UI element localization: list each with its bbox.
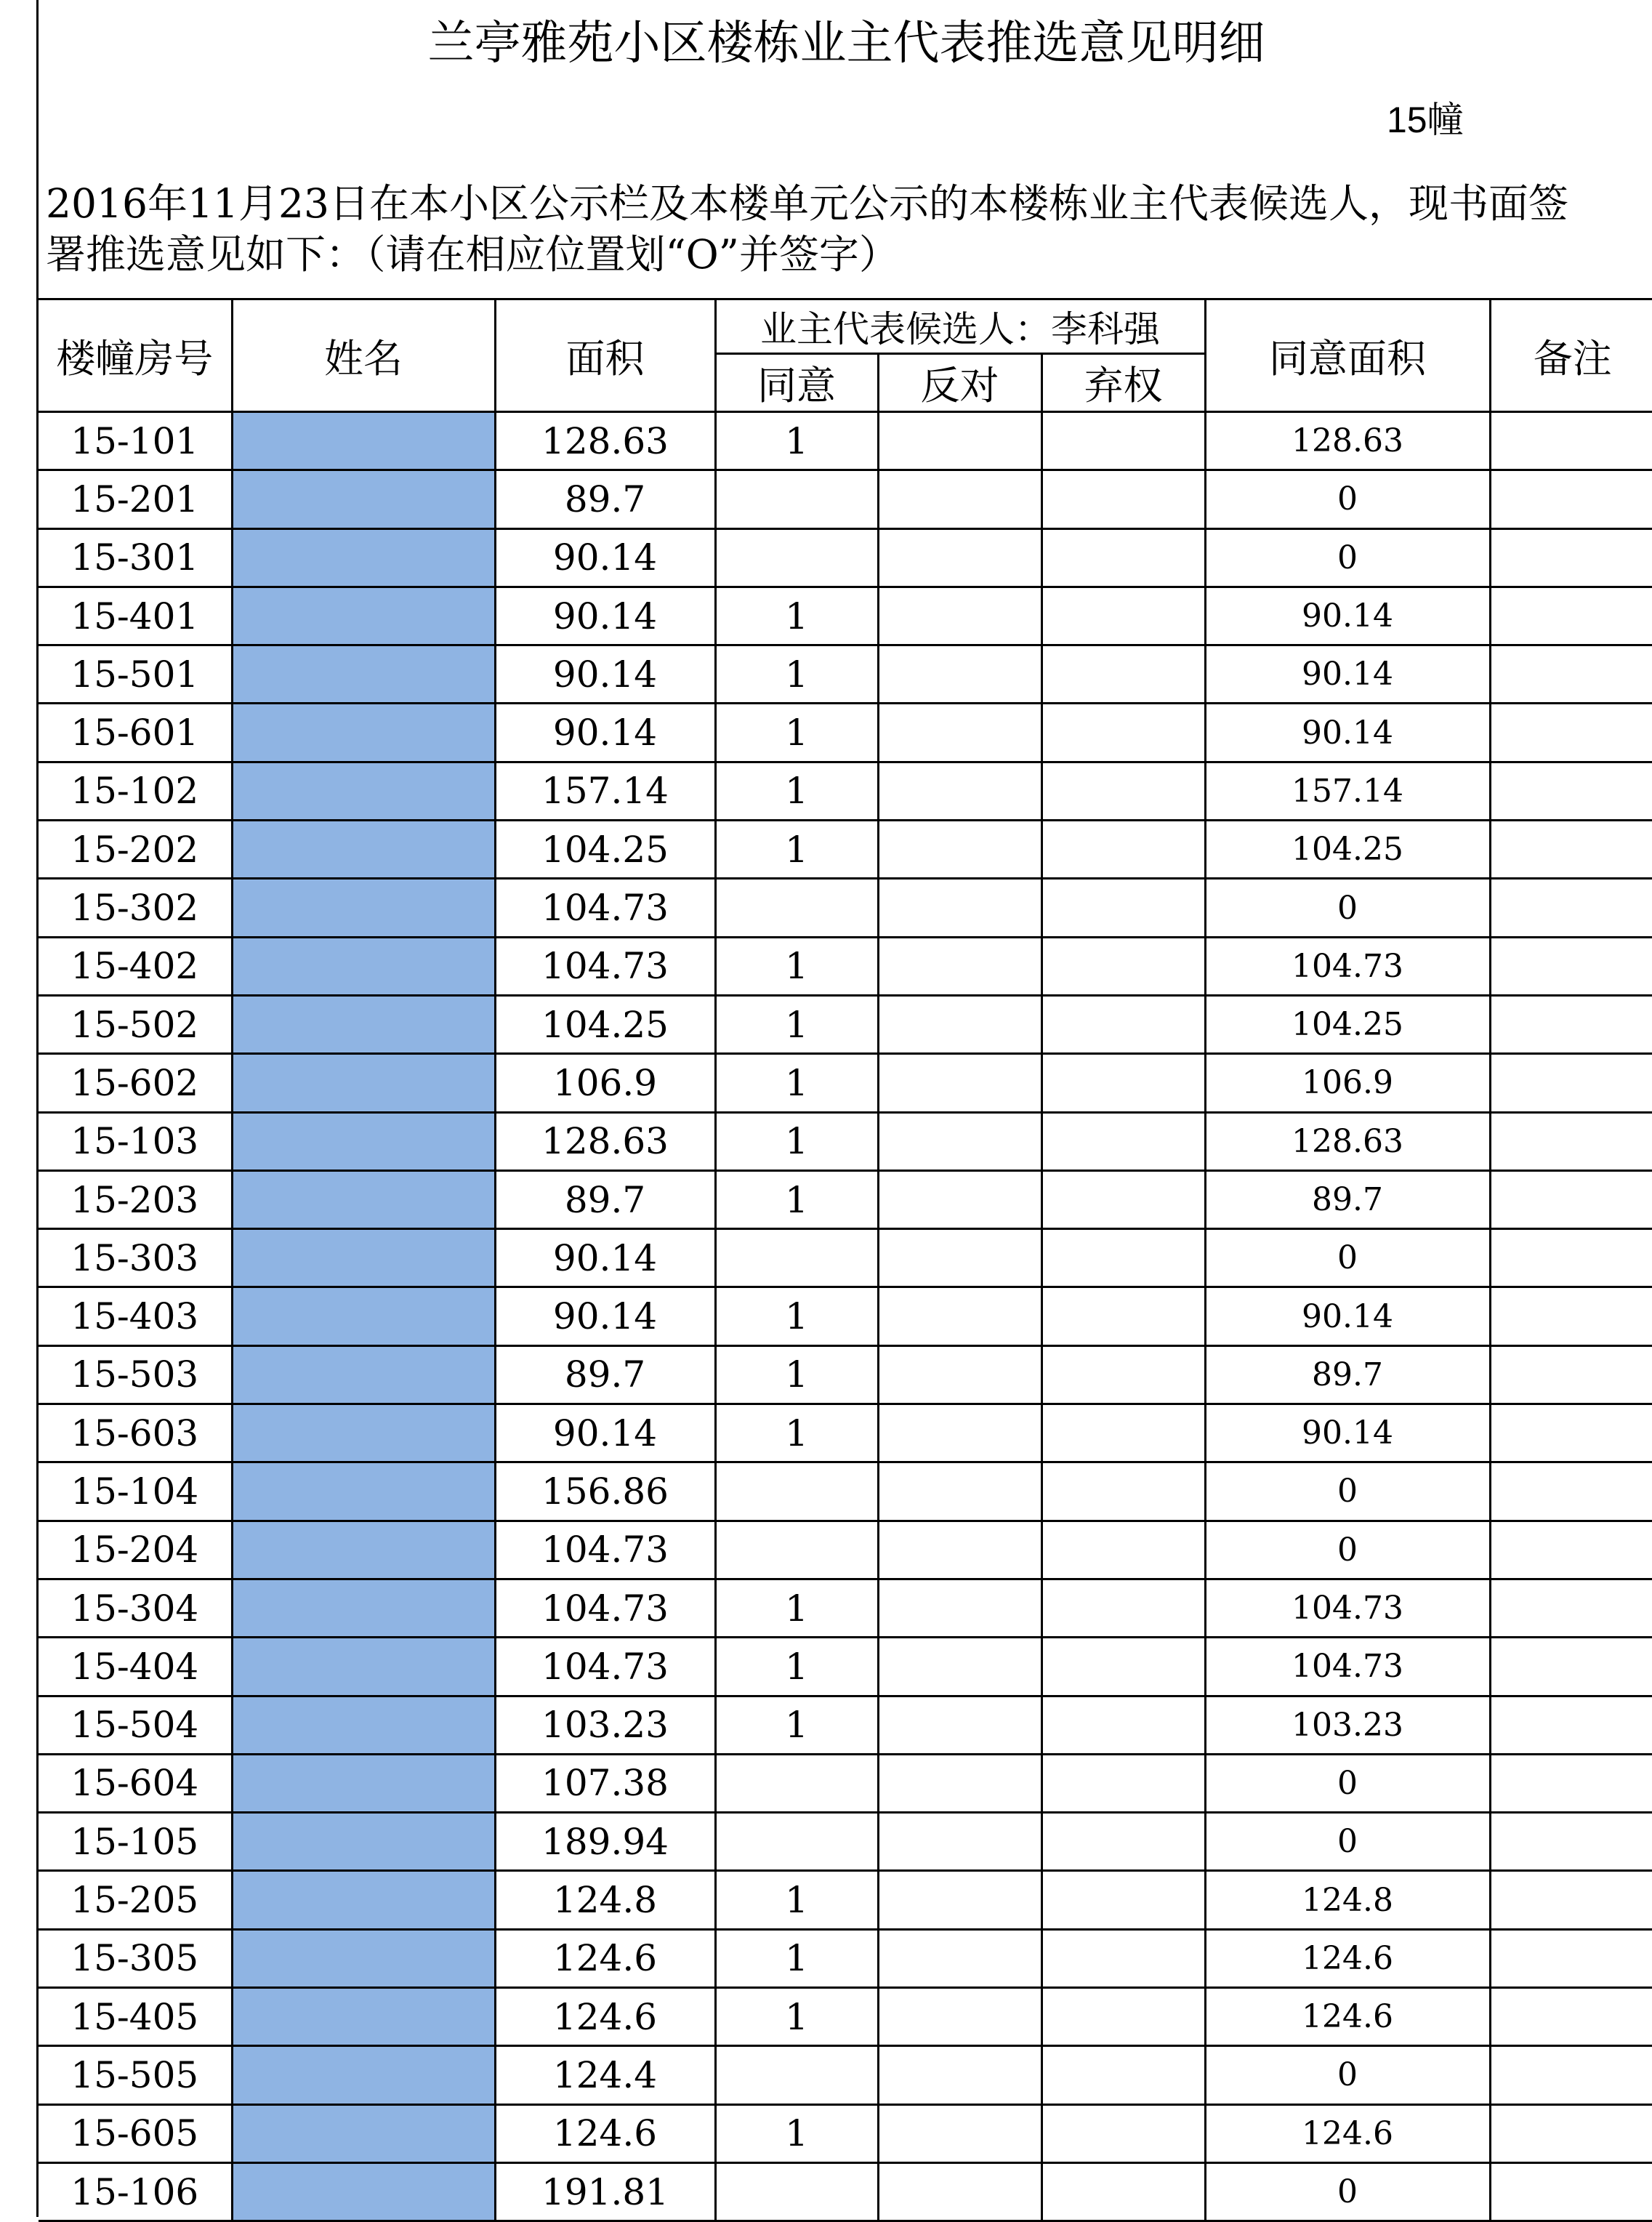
owner-name-cell [232,1404,495,1462]
abstain-cell [1041,1112,1205,1170]
area-cell: 104.73 [495,1579,715,1637]
oppose-cell [878,2104,1041,2162]
abstain-cell [1041,1345,1205,1404]
remarks-cell [1490,1638,1652,1696]
remarks-cell [1490,1287,1652,1345]
agree-area-cell: 124.8 [1205,1871,1490,1929]
abstain-cell [1041,821,1205,879]
table-row [39,1579,1652,1637]
area-cell: 90.14 [495,704,715,762]
area-cell: 90.14 [495,587,715,645]
owner-name-cell [232,2104,495,2162]
abstain-cell [1041,1521,1205,1579]
agree-cell: 1 [715,587,878,645]
room-cell: 15-105 [39,1813,232,1871]
area-cell: 104.25 [495,821,715,879]
abstain-cell [1041,1696,1205,1754]
oppose-cell [878,1287,1041,1345]
agree-cell [715,879,878,937]
area-cell: 128.63 [495,1112,715,1170]
agree-cell: 1 [715,1345,878,1404]
table-row [39,1112,1652,1170]
abstain-cell [1041,2162,1205,2221]
remarks-cell [1490,1813,1652,1871]
room-cell: 15-302 [39,879,232,937]
abstain-cell [1041,528,1205,587]
owner-name-cell [232,1170,495,1228]
owner-name-cell [232,1813,495,1871]
owner-name-cell [232,528,495,587]
room-cell: 15-106 [39,2162,232,2221]
area-cell: 89.7 [495,470,715,528]
owner-name-cell [232,1345,495,1404]
abstain-cell [1041,1287,1205,1345]
owner-name-cell [232,645,495,704]
abstain-cell [1041,995,1205,1053]
agree-cell: 1 [715,1929,878,1987]
room-cell: 15-101 [39,412,232,470]
area-cell: 89.7 [495,1345,715,1404]
room-cell: 15-502 [39,995,232,1053]
room-cell: 15-504 [39,1696,232,1754]
area-cell: 124.6 [495,1988,715,2046]
agree-cell: 1 [715,995,878,1053]
sheet-title: 兰亭雅苑小区楼栋业主代表推选意见明细 [427,17,1265,71]
table-row [39,704,1652,762]
area-cell: 104.73 [495,1638,715,1696]
owner-name-cell [232,937,495,995]
table-row [39,470,1652,528]
room-cell: 15-204 [39,1521,232,1579]
agree-area-cell: 0 [1205,1229,1490,1287]
table-row [39,412,1652,470]
abstain-cell [1041,1462,1205,1521]
remarks-cell [1490,645,1652,704]
table-row [39,995,1652,1053]
remarks-cell [1490,1112,1652,1170]
agree-cell: 1 [715,1170,878,1228]
room-cell: 15-404 [39,1638,232,1696]
owner-name-cell [232,1462,495,1521]
remarks-cell [1490,1696,1652,1754]
area-cell: 90.14 [495,1287,715,1345]
table-row [39,1754,1652,1812]
oppose-cell [878,1579,1041,1637]
oppose-cell [878,2162,1041,2221]
table-row [39,1287,1652,1345]
agree-cell: 1 [715,762,878,820]
agree-cell: 1 [715,412,878,470]
area-cell: 90.14 [495,528,715,587]
agree-area-cell: 90.14 [1205,1287,1490,1345]
agree-area-cell: 0 [1205,879,1490,937]
abstain-cell [1041,1988,1205,2046]
oppose-cell [878,1345,1041,1404]
table-body [39,412,1652,2221]
abstain-cell [1041,412,1205,470]
table-row [39,762,1652,820]
owner-name-cell [232,1054,495,1112]
header-abstain: 弃权 [1041,354,1205,412]
oppose-cell [878,1404,1041,1462]
room-cell: 15-601 [39,704,232,762]
remarks-cell [1490,2104,1652,2162]
remarks-cell [1490,1054,1652,1112]
abstain-cell [1041,1754,1205,1812]
remarks-cell [1490,1521,1652,1579]
area-cell: 104.25 [495,995,715,1053]
oppose-cell [878,1462,1041,1521]
owner-name-cell [232,1229,495,1287]
agree-cell: 1 [715,645,878,704]
agree-area-cell: 89.7 [1205,1345,1490,1404]
remarks-cell [1490,528,1652,587]
oppose-cell [878,1813,1041,1871]
owner-name-cell [232,821,495,879]
owner-name-cell [232,1988,495,2046]
agree-area-cell: 0 [1205,2046,1490,2104]
agree-cell: 1 [715,1871,878,1929]
remarks-cell [1490,2046,1652,2104]
agree-cell: 1 [715,2104,878,2162]
agree-area-cell: 89.7 [1205,1170,1490,1228]
abstain-cell [1041,2104,1205,2162]
abstain-cell [1041,762,1205,820]
agree-cell [715,2162,878,2221]
agree-cell: 1 [715,1054,878,1112]
agree-area-cell: 128.63 [1205,412,1490,470]
area-cell: 191.81 [495,2162,715,2221]
owner-name-cell [232,1521,495,1579]
owner-name-cell [232,2046,495,2104]
oppose-cell [878,704,1041,762]
table-row [39,879,1652,937]
remarks-cell [1490,937,1652,995]
abstain-cell [1041,1929,1205,1987]
oppose-cell [878,1929,1041,1987]
agree-area-cell: 0 [1205,1813,1490,1871]
agree-cell [715,1462,878,1521]
owner-name-cell [232,762,495,820]
area-cell: 124.4 [495,2046,715,2104]
building-label: 15幢 [1387,100,1464,140]
area-cell: 90.14 [495,1229,715,1287]
remarks-cell [1490,704,1652,762]
agree-cell [715,1754,878,1812]
room-cell: 15-402 [39,937,232,995]
remarks-cell [1490,587,1652,645]
abstain-cell [1041,1579,1205,1637]
header-room: 楼幢房号 [39,299,232,412]
room-cell: 15-605 [39,2104,232,2162]
agree-cell: 1 [715,1287,878,1345]
abstain-cell [1041,470,1205,528]
abstain-cell [1041,1871,1205,1929]
room-cell: 15-501 [39,645,232,704]
room-cell: 15-201 [39,470,232,528]
table-row [39,528,1652,587]
room-cell: 15-604 [39,1754,232,1812]
room-cell: 15-301 [39,528,232,587]
oppose-cell [878,1521,1041,1579]
agree-cell: 1 [715,1696,878,1754]
owner-name-cell [232,1112,495,1170]
remarks-cell [1490,1929,1652,1987]
agree-area-cell: 0 [1205,528,1490,587]
abstain-cell [1041,879,1205,937]
oppose-cell [878,1871,1041,1929]
oppose-cell [878,1754,1041,1812]
oppose-cell [878,2046,1041,2104]
area-cell: 107.38 [495,1754,715,1812]
agree-cell: 1 [715,1638,878,1696]
oppose-cell [878,1638,1041,1696]
remarks-cell [1490,995,1652,1053]
remarks-cell [1490,1462,1652,1521]
area-cell: 124.8 [495,1871,715,1929]
area-cell: 89.7 [495,1170,715,1228]
oppose-cell [878,1112,1041,1170]
abstain-cell [1041,704,1205,762]
table-row [39,937,1652,995]
room-cell: 15-304 [39,1579,232,1637]
oppose-cell [878,587,1041,645]
remarks-cell [1490,1170,1652,1228]
oppose-cell [878,937,1041,995]
table-row [39,1345,1652,1404]
agree-area-cell: 124.6 [1205,2104,1490,2162]
table-row [39,1170,1652,1228]
room-cell: 15-603 [39,1404,232,1462]
owner-name-cell [232,879,495,937]
table-row [39,1988,1652,2046]
agree-cell [715,1521,878,1579]
owner-name-cell [232,1754,495,1812]
table-row [39,1929,1652,1987]
agree-area-cell: 104.73 [1205,937,1490,995]
agree-area-cell: 90.14 [1205,645,1490,704]
table-row [39,1404,1652,1462]
agree-cell: 1 [715,704,878,762]
header-candidate: 业主代表候选人：李科强 [715,299,1205,354]
remarks-cell [1490,762,1652,820]
table-row [39,2104,1652,2162]
abstain-cell [1041,587,1205,645]
table-row [39,1229,1652,1287]
abstain-cell [1041,937,1205,995]
notice-line-2: 署推选意见如下：（请在相应位置划“O”并签字） [46,231,899,278]
owner-name-cell [232,1871,495,1929]
agree-area-cell: 0 [1205,1754,1490,1812]
abstain-cell [1041,1404,1205,1462]
oppose-cell [878,645,1041,704]
agree-cell [715,2046,878,2104]
header-remarks: 备注 [1490,299,1652,412]
table-row [39,821,1652,879]
agree-cell: 1 [715,821,878,879]
abstain-cell [1041,645,1205,704]
room-cell: 15-505 [39,2046,232,2104]
area-cell: 104.73 [495,937,715,995]
agree-cell: 1 [715,937,878,995]
table-row [39,2046,1652,2104]
notice-text [46,178,1645,280]
oppose-cell [878,879,1041,937]
agree-area-cell: 104.25 [1205,821,1490,879]
abstain-cell [1041,1054,1205,1112]
remarks-cell [1490,1579,1652,1637]
header-area: 面积 [495,299,715,412]
owner-name-cell [232,704,495,762]
owner-name-cell [232,587,495,645]
room-cell: 15-503 [39,1345,232,1404]
header-agree-area: 同意面积 [1205,299,1490,412]
abstain-cell [1041,1813,1205,1871]
header-oppose: 反对 [878,354,1041,412]
agree-area-cell: 104.73 [1205,1579,1490,1637]
table-row [39,1871,1652,1929]
table-row [39,1521,1652,1579]
owner-name-cell [232,1579,495,1637]
oppose-cell [878,762,1041,820]
area-cell: 104.73 [495,879,715,937]
area-cell: 128.63 [495,412,715,470]
oppose-cell [878,995,1041,1053]
agree-area-cell: 124.6 [1205,1988,1490,2046]
vote-table [39,298,1652,2222]
table-row [39,645,1652,704]
owner-name-cell [232,412,495,470]
area-cell: 156.86 [495,1462,715,1521]
agree-area-cell: 0 [1205,2162,1490,2221]
remarks-cell [1490,1345,1652,1404]
table-row [39,1054,1652,1112]
agree-area-cell: 0 [1205,1521,1490,1579]
remarks-cell [1490,1229,1652,1287]
room-cell: 15-103 [39,1112,232,1170]
room-cell: 15-401 [39,587,232,645]
area-cell: 90.14 [495,1404,715,1462]
table-row [39,1462,1652,1521]
oppose-cell [878,528,1041,587]
agree-area-cell: 103.23 [1205,1696,1490,1754]
room-cell: 15-403 [39,1287,232,1345]
oppose-cell [878,1054,1041,1112]
area-cell: 106.9 [495,1054,715,1112]
agree-area-cell: 104.73 [1205,1638,1490,1696]
agree-cell: 1 [715,1988,878,2046]
area-cell: 90.14 [495,645,715,704]
room-cell: 15-305 [39,1929,232,1987]
oppose-cell [878,412,1041,470]
notice-line-1: 2016年11月23日在本小区公示栏及本楼单元公示的本楼栋业主代表候选人，现书面签 [46,180,1568,227]
room-cell: 15-303 [39,1229,232,1287]
owner-name-cell [232,995,495,1053]
table-row [39,1813,1652,1871]
room-cell: 15-205 [39,1871,232,1929]
area-cell: 124.6 [495,1929,715,1987]
agree-area-cell: 106.9 [1205,1054,1490,1112]
remarks-cell [1490,821,1652,879]
header-name: 姓名 [232,299,495,412]
room-cell: 15-602 [39,1054,232,1112]
remarks-cell [1490,1871,1652,1929]
room-cell: 15-203 [39,1170,232,1228]
abstain-cell [1041,2046,1205,2104]
agree-area-cell: 90.14 [1205,1404,1490,1462]
agree-area-cell: 90.14 [1205,704,1490,762]
area-cell: 104.73 [495,1521,715,1579]
owner-name-cell [232,1638,495,1696]
area-cell: 157.14 [495,762,715,820]
agree-cell [715,1813,878,1871]
abstain-cell [1041,1229,1205,1287]
remarks-cell [1490,470,1652,528]
remarks-cell [1490,2162,1652,2221]
room-cell: 15-104 [39,1462,232,1521]
room-cell: 15-102 [39,762,232,820]
table-row [39,587,1652,645]
remarks-cell [1490,1754,1652,1812]
table-row [39,1696,1652,1754]
owner-name-cell [232,2162,495,2221]
area-cell: 103.23 [495,1696,715,1754]
owner-name-cell [232,1696,495,1754]
area-cell: 189.94 [495,1813,715,1871]
agree-cell [715,470,878,528]
agree-cell: 1 [715,1112,878,1170]
table-row [39,1638,1652,1696]
remarks-cell [1490,879,1652,937]
agree-cell [715,528,878,587]
oppose-cell [878,1170,1041,1228]
oppose-cell [878,1229,1041,1287]
header-agree: 同意 [715,354,878,412]
oppose-cell [878,470,1041,528]
agree-area-cell: 0 [1205,470,1490,528]
owner-name-cell [232,470,495,528]
oppose-cell [878,1696,1041,1754]
room-cell: 15-405 [39,1988,232,2046]
agree-cell: 1 [715,1404,878,1462]
agree-area-cell: 124.6 [1205,1929,1490,1987]
table-row [39,2162,1652,2221]
agree-area-cell: 90.14 [1205,587,1490,645]
oppose-cell [878,821,1041,879]
agree-area-cell: 104.25 [1205,995,1490,1053]
agree-area-cell: 157.14 [1205,762,1490,820]
area-cell: 124.6 [495,2104,715,2162]
abstain-cell [1041,1170,1205,1228]
room-cell: 15-202 [39,821,232,879]
agree-cell: 1 [715,1579,878,1637]
remarks-cell [1490,1404,1652,1462]
spreadsheet-page [36,0,1652,2217]
agree-area-cell: 0 [1205,1462,1490,1521]
agree-area-cell: 128.63 [1205,1112,1490,1170]
owner-name-cell [232,1287,495,1345]
abstain-cell [1041,1638,1205,1696]
remarks-cell [1490,412,1652,470]
remarks-cell [1490,1988,1652,2046]
oppose-cell [878,1988,1041,2046]
agree-cell [715,1229,878,1287]
owner-name-cell [232,1929,495,1987]
